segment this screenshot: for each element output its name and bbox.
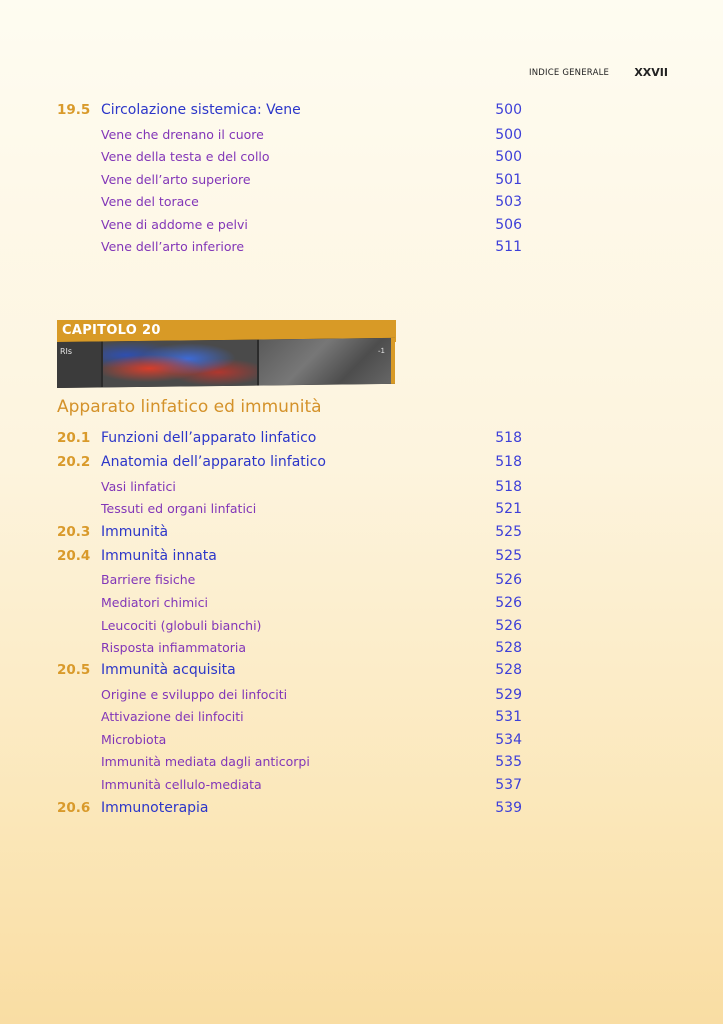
- toc-entry-page: 503: [495, 194, 522, 210]
- chapter-image-marker: -1: [378, 346, 385, 356]
- chapter-banner: [57, 320, 396, 390]
- toc-entry-title: Immunoterapia: [101, 800, 209, 816]
- toc-entry-title: Vene di addome e pelvi: [101, 217, 248, 232]
- toc-entry-page: 526: [495, 572, 522, 588]
- toc-entry-number: 20.3: [57, 524, 91, 540]
- toc-entry-number: 19.5: [57, 102, 91, 118]
- toc-entry-page: 501: [495, 172, 522, 188]
- toc-entry-number: 20.4: [57, 548, 91, 564]
- toc-entry-title: Immunità acquisita: [101, 662, 236, 678]
- toc-entry-title: Immunità mediata dagli anticorpi: [101, 754, 310, 769]
- toc-entry-title: Immunità: [101, 524, 169, 540]
- toc-entry-title: Attivazione dei linfociti: [101, 709, 244, 724]
- toc-entry-title: Mediatori chimici: [101, 595, 208, 610]
- toc-entry-page: 539: [495, 800, 522, 816]
- toc-entry-page: 518: [495, 454, 522, 470]
- toc-entry-number: 20.1: [57, 430, 91, 446]
- toc-entry-title: Leucociti (globuli bianchi): [101, 618, 262, 633]
- toc-entry-page: 528: [495, 662, 522, 678]
- toc-entry-title: Microbiota: [101, 732, 167, 747]
- toc-entry-page: 526: [495, 618, 522, 634]
- toc-entry-page: 518: [495, 430, 522, 446]
- toc-entry-title: Immunità cellulo-mediata: [101, 777, 262, 792]
- toc-entry-page: 500: [495, 102, 522, 118]
- toc-entry-title: Vene della testa e del collo: [101, 149, 270, 164]
- toc-entry-page: 511: [495, 239, 522, 255]
- running-head: [500, 66, 668, 80]
- toc-entry-page: 537: [495, 777, 522, 793]
- toc-entry-title: Funzioni dell’apparato linfatico: [101, 430, 317, 446]
- chapter-image-panel: [259, 338, 391, 386]
- toc-entry-title: Vene dell’arto superiore: [101, 172, 251, 187]
- toc-entry-page: 531: [495, 709, 522, 725]
- toc-entry-title: Vene che drenano il cuore: [101, 127, 264, 142]
- toc-entry-title: Vene dell’arto inferiore: [101, 239, 245, 254]
- toc-entry-title: Tessuti ed organi linfatici: [101, 501, 257, 516]
- toc-entry-page: 518: [495, 479, 522, 495]
- toc-entry-title: Vene del torace: [101, 194, 199, 209]
- toc-entry-page: 525: [495, 524, 522, 540]
- toc-entry-page: 500: [495, 149, 522, 165]
- toc-entry-page: 526: [495, 595, 522, 611]
- toc-entry-number: 20.6: [57, 800, 91, 816]
- toc-entry-page: 528: [495, 640, 522, 656]
- toc-entry-number: 20.2: [57, 454, 91, 470]
- page-number: XXVII: [634, 66, 668, 79]
- toc-entry-title: Barriere fisiche: [101, 572, 196, 587]
- chapter-image-panel: [57, 341, 101, 388]
- toc-entry-page: 500: [495, 127, 522, 143]
- toc-entry-page: 525: [495, 548, 522, 564]
- chapter-image-tag: RIs: [60, 346, 73, 356]
- toc-entry-page: 534: [495, 732, 522, 748]
- toc-entry-page: 535: [495, 754, 522, 770]
- toc-entry-page: 506: [495, 217, 522, 233]
- toc-entry-title: Risposta infiammatoria: [101, 640, 247, 655]
- running-head-title: INDICE GENERALE: [529, 68, 610, 78]
- toc-entry-title: Immunità innata: [101, 548, 217, 564]
- toc-entry-page: 529: [495, 687, 522, 703]
- toc-entry-page: 521: [495, 501, 522, 517]
- toc-entry-number: 20.5: [57, 662, 91, 678]
- chapter-title: Apparato linfatico ed immunità: [57, 397, 322, 417]
- toc-entry-title: Vasi linfatici: [101, 479, 176, 494]
- toc-entry-title: Circolazione sistemica: Vene: [101, 102, 301, 118]
- chapter-label: CAPITOLO 20: [62, 323, 161, 338]
- toc-entry-title: Origine e sviluppo dei linfociti: [101, 687, 288, 702]
- chapter-image-panel: [103, 340, 257, 388]
- toc-entry-title: Anatomia dell’apparato linfatico: [101, 454, 326, 470]
- chapter-image-strip: [57, 338, 395, 388]
